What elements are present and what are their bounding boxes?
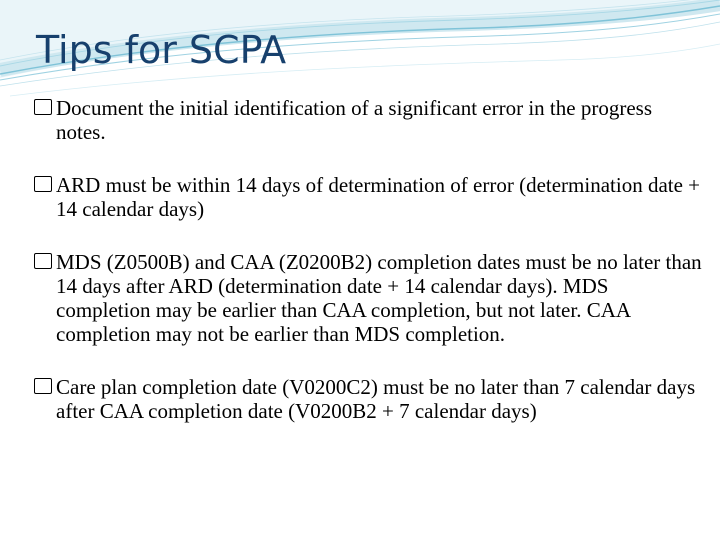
bullet-text: Document the initial identification of a significant error in the progress notes. (56, 96, 652, 144)
slide-title: Tips for SCPA (36, 28, 287, 72)
missing-glyph-icon (34, 253, 52, 269)
bullet-item (34, 375, 702, 423)
bullet-text: MDS (Z0500B) and CAA (Z0200B2) completion dates must be no later than 14 days after ARD (determination date + 14 calendar days). MDS completion may be earlier than CAA completion, but not later. CAA completion may not be earlier than MDS completion. (56, 250, 702, 346)
bullet-item (34, 173, 702, 221)
missing-glyph-icon (34, 176, 52, 192)
missing-glyph-icon (34, 378, 52, 394)
bullet-text: ARD must be within 14 days of determination of error (determination date + 14 calendar days) (56, 173, 701, 221)
bullet-item (34, 96, 702, 144)
bullet-item (34, 250, 702, 346)
bullet-text: Care plan completion date (V0200C2) must be no later than 7 calendar days after CAA completion date (V0200B2 + 7 calendar days) (56, 375, 696, 423)
missing-glyph-icon (34, 99, 52, 115)
bullet-list (34, 96, 702, 423)
